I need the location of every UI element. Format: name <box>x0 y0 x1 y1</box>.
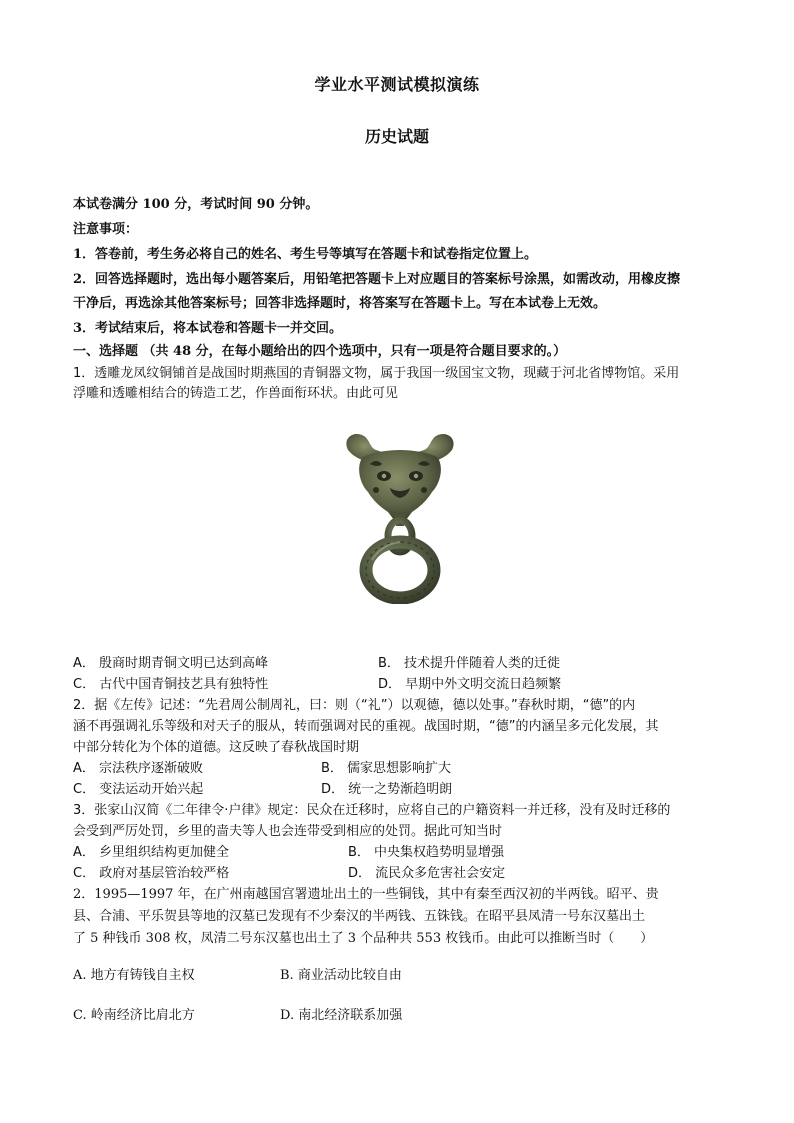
q3-option-d: D． 流民众多危害社会安定 <box>348 866 506 881</box>
q3-option-b: B． 中央集权趋势明显增强 <box>348 845 505 860</box>
q4-option-d: D. 南北经济联系加强 <box>280 1008 403 1023</box>
section-heading: 一、选择题 （共 48 分，在每小题给出的四个选项中，只有一项是符合题目要求的。） <box>73 344 567 359</box>
notice-heading: 注意事项： <box>73 222 139 237</box>
q3-option-a: A． 乡里组织结构更加健全 <box>73 845 230 860</box>
q2-stem-line-1: 2．据《左传》记述：“先君周公制周礼，曰：则（“礼”）以观德，德以处事。”春秋时期，“德”的内 <box>73 698 636 713</box>
notice-item-3: 3．考试结束后，将本试卷和答题卡一并交回。 <box>73 321 343 336</box>
q1-stem-line-2: 浮雕和透雕相结合的铸造工艺，作兽面衔环状。由此可见 <box>73 386 399 401</box>
q1-option-d: D． 早期中外文明交流日趋频繁 <box>378 677 562 692</box>
notice-item-2-line-2: 干净后，再选涂其他答案标号；回答非选择题时，将答案写在答题卡上。写在本试卷上无效。 <box>73 296 607 311</box>
q3-option-c: C． 政府对基层管治较严格 <box>73 866 230 881</box>
q3-stem-line-1: 3．张家山汉简《二年律令·户律》规定：民众在迁移时，应将自己的户籍资料一并迁移，没有及时迁移的 <box>73 803 671 818</box>
bronze-door-knocker-image <box>340 428 460 604</box>
q2-stem-line-3: 中部分转化为个体的道德。这反映了春秋战国时期 <box>73 740 360 755</box>
notice-item-1: 1．答卷前，考生务必将自己的姓名、考生号等填写在答题卡和试卷指定位置上。 <box>73 247 538 262</box>
q1-option-a: A． 殷商时期青铜文明已达到高峰 <box>73 656 269 671</box>
q2-option-d: D． 统一之势渐趋明朗 <box>321 782 453 797</box>
q2-option-c: C． 变法运动开始兴起 <box>73 782 204 797</box>
q4-option-b: B. 商业活动比较自由 <box>280 968 402 983</box>
q2-stem-line-2: 涵不再强调礼乐等级和对天子的服从，转而强调对民的重视。战国时期，“德”的内涵呈多元化发展，其 <box>73 719 659 734</box>
q3-stem-line-2: 会受到严厉处罚，乡里的啬夫等人也会连带受到相应的处罚。据此可知当时 <box>73 824 503 839</box>
exam-title: 学业水平测试模拟演练 <box>314 75 480 94</box>
q2-option-a: A． 宗法秩序逐渐破败 <box>73 761 204 776</box>
q4-stem-line-3: 了 5 种钱币 308 枚，凤清二号东汉墓也出土了 3 个品种共 553 枚钱币。由此可以推断当时（ ） <box>73 931 654 946</box>
q4-stem-line-2: 县、合浦、平乐贺县等地的汉墓已发现有不少秦汉的半两钱、五铢钱。在昭平县凤清一号东汉墓出土 <box>73 909 646 924</box>
q4-option-a: A. 地方有铸钱自主权 <box>73 968 195 983</box>
notice-item-2-line-1: 2．回答选择题时，选出每小题答案后，用铅笔把答题卡上对应题目的答案标号涂黑，如需改动，用橡皮擦 <box>73 272 681 287</box>
exam-subtitle: 历史试题 <box>364 127 429 146</box>
exam-intro: 本试卷满分 100 分，考试时间 90 分钟。 <box>73 197 319 212</box>
q1-stem-line-1: 1．透雕龙凤纹铜铺首是战国时期燕国的青铜器文物，属于我国一级国宝文物，现藏于河北省博物馆。采用 <box>73 366 680 381</box>
q2-option-b: B． 儒家思想影响扩大 <box>321 761 452 776</box>
q4-stem-line-1: 2．1995—1997 年，在广州南越国宫署遗址出土的一些铜钱，其中有秦至西汉初的半两钱。昭平、贵 <box>73 887 659 902</box>
q1-option-b: B． 技术提升伴随着人类的迁徙 <box>378 656 561 671</box>
q4-option-c: C. 岭南经济比肩北方 <box>73 1008 195 1023</box>
q1-option-c: C． 古代中国青铜技艺具有独特性 <box>73 677 269 692</box>
